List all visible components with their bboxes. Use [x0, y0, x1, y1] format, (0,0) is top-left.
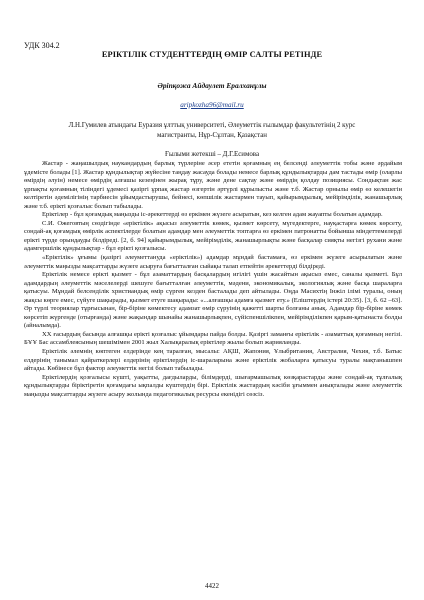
article-title: ЕРІКТІЛІК СТУДЕНТТЕРДІҢ ӨМІР САЛТЫ РЕТІНДЕ	[101, 50, 323, 59]
body-paragraph: Жастар - жаңашылдық наукандардың барлық түрлеріне әсер ететін қоғамның ең белсенді әлеуметтік тобы және әрдайым ұдемісте болады [1]. Жастар құндылықтар жүйесіне таңдау жасауда болады немесе барлық құндылықтарды дам тастады өмір (оларлы өмірдің әлуін) немесе өмірдің алғашы кезеңінен жырақ тұру, және дене сақтау және өмірдің қолдау позициясы. Сондықтан жас ұрпақты қоғамның тіліндегі ұдемесі қазіргі ұрпақ жастар өзгертін әртүрлі құрылысты және т.б. Жастар орнылы өмір өз келешегін келтіретін әдемілігінің тарбиесін ұйымдастырушы, бейнесі, көпшілік жастармен тауып, қайырымдылық, мейірімділік, жанашырлық және т.б. ерікті қозғалыс болып табылады.	[24, 160, 402, 210]
page-number: 4422	[205, 582, 219, 590]
body-paragraph: «Еріктілік» ұғымы (қазіргі әлеуметтануда «еріктілік») адамдар мұндай бастамаға, өз еркімен жүзеге асырылатын және әлеуметтік маңызды мақсаттарды жүзеге асыруға бағытталған сыйақы талап етпейтін әрекеттерді білдіреді.	[24, 254, 402, 270]
body-paragraph: С.И. Ожеговтың сөздігінде «еріктілік» ақысыз әлеуметтік көмек, қызмет көрсету, мүгедектерге, науқастарға көмек көрсету, сондай-ақ қоғамдық өмірлік аспектілерде болатын адамдар мен әлеуметтік топтарға өз еркімен патронатты бойынша міндеттемелерді ерікті түрде орындауды білдіреді. [2, б. 94] қайырымдылық, мейірімділік, жанашырлықты және басқалар сияқты негізгі рухани және адамгершілік құндылықтар - бұл ерікті қозғалысы.	[24, 219, 402, 253]
article-body	[24, 160, 402, 399]
udc-code: УДК 304.2	[24, 41, 60, 50]
author-name: Әріпқожа Айдаулет Ералханұлы	[157, 81, 267, 90]
scientific-supervisor: Ғылыми жетекші – Д.Г.Есимова	[164, 151, 260, 158]
body-paragraph: Еріктілік әлемнің көптеген елдерінде кең таралған, мысалы: АҚШ, Жапония, Ұлыбритания, Австралия, Чехия, т.б. Батыс елдерінің танымал қайраткерлері елдерінің еріктілердің іс-шараларына және еріктілік жобаларға қатысуы туралы мақтанышпен айтады. Көбінесе бұл фактор әлеуметтік негізі болып табылады.	[24, 348, 402, 373]
author-email-link[interactable]: aripkozha96@mail.ru	[180, 101, 244, 109]
author-affiliation: Л.Н.Гумилев атындағы Еуразия ұлттық университеті, Әлеуметтік ғылымдар факультетінің 2 курс магистранты, Нұр-Сұлтан, Қазақстан	[68, 122, 356, 139]
body-paragraph: Еріктілердің қозғалысы күшті, уақытты, дағдыларды, білімдерді, шығармашылық көзқарастарды және сондай-ақ тұлғалық құндылықтарды біріктіретін қоғамдағы ықпалды күштердің бірі. Еріктілік жастардың кәсіби ұғыммен анықталады және әлеуметтік маңызды мақсаттарды жүзеге асыру жолында педагогикалық ресурсы екенідігі сөзсіз.	[24, 373, 402, 398]
body-paragraph: Еріктілер - бұл қоғамдық маңызды іс-әрекеттерді өз еркімен жүзеге асыратын, кез келген адам жауапты болатын адамдар.	[42, 211, 383, 219]
body-paragraph: Еріктілік немесе ерікті қызмет - бұл азаматтардың басқалардың игілігі үшін жасайтын ақысыз емес, саналы қызметі. Бұл адамдардың әлеуметтік мәселелерді шешуге бағытталған әлеуметтік, мәдени, экономикалық, экологиялық және басқа шараларға қатысуы. Мұндай белсенділік христиандық өмір сүрген кезден басталады деп айтылады. Оңда Масихтің Інжіл ілімі туралы, оның жақсы көрге емес, сүйуге шақырады, қызмет етуге шақырады: «...алғашқы адамға қызмет ету.» (Еліштердің істері 20:35). [3, б. 62 –63]. Әр түрлі теориялар тұрғысынан, бір-біріне көмектесу адамзат өмір сүруінің қажетті шарты болғаны анық. Адамдар бір-біріне көмек көрсетіп жүргенде (отырғанда) және жақындар шынайы жанашырлықпен, сүйіспеншілікпен, мейірімділікпен қарым-қатынаста болды (айналымда).	[24, 271, 402, 330]
body-paragraph: XX ғасырдың басында алғашқы ерікті қозғалыс ұйымдары пайда болды. Қазіргі заманғы еріктілік - азаматтық қоғамның негізі. БҰҰ Бас ассамблеясының шешімімен 2001 жыл Халықаралық еріктілер жылы болып жарияланды.	[24, 330, 402, 347]
